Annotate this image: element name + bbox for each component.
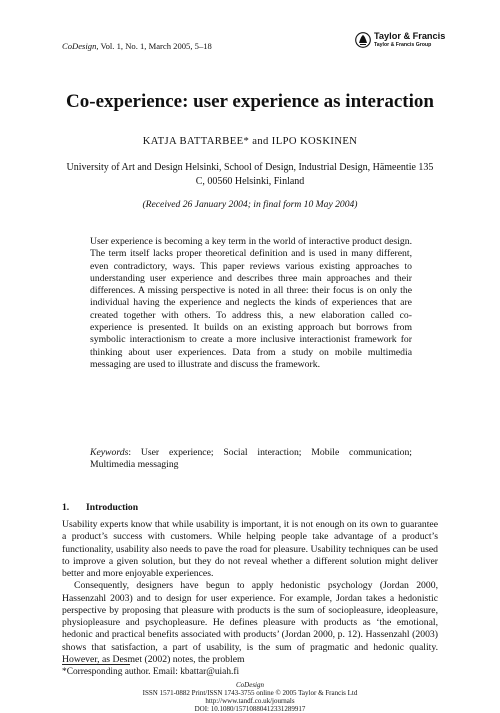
body-paragraph: Usability experts know that while usability is important, it is not enough on its own to guarantee a product’s success with customers. While helping people take advantage of a product’s functionality, usability also needs to pave the road for pleasure. Usability techniques can be used to improve a given solution, but they do not reveal whether a different solution might deliver better and more enjoyable experiences. <box>62 519 438 579</box>
publisher-group: Taylor & Francis Group <box>374 42 432 48</box>
footer-journal: CoDesign <box>236 681 264 689</box>
footnote: *Corresponding author. Email: kbattar@uiah.fi <box>62 667 240 677</box>
body-paragraph: Consequently, designers have begun to apply hedonistic psychology (Jordan 2000, Hassenzahl 2003) and to design for user experience. For example, Jordan takes a hedonistic perspective by proposing that pleasure with products is the sum of sociopleasure, ideopleasure, physiopleasure and psychopleasure. He defines pleasure with products as ‘the emotional, hedonic and practical benefits associated with products’ (Jordan 2000, p. 12). Hassenzahl (2003) shows that satisfaction, a part of usability, is the sum of pragmatic and hedonic quality. However, as Desmet (2002) notes, the problem <box>62 580 438 665</box>
footer-url: http://www.tandf.co.uk/journals <box>205 697 295 706</box>
publisher-logo-icon <box>355 32 371 48</box>
body-text <box>62 519 438 666</box>
footer-doi: DOI: 10.1080/15710880412331289917 <box>194 705 306 713</box>
footer-issn: ISSN 1571-0882 Print/ISSN 1743-3755 online © 2005 Taylor & Francis Ltd <box>142 689 358 698</box>
running-head <box>62 41 212 51</box>
footnote-divider <box>62 664 130 665</box>
journal-citation: , Vol. 1, No. 1, March 2005, 5–18 <box>96 41 212 51</box>
article-authors: KATJA BATTARBEE* and ILPO KOSKINEN <box>142 136 358 147</box>
section-number: 1. <box>62 502 70 513</box>
author-affiliation: University of Art and Design Helsinki, School of Design, Industrial Design, Hämeentie 135 C, 00560 Helsinki, Finland <box>66 162 434 187</box>
received-dates: (Received 26 January 2004; in final form 10 May 2004) <box>142 199 358 210</box>
article-title: Co-experience: user experience as interaction <box>66 91 434 112</box>
section-heading <box>62 502 138 513</box>
publisher-name: Taylor & Francis <box>374 31 446 41</box>
section-title: Introduction <box>86 502 139 513</box>
keywords <box>90 447 412 472</box>
publisher-logo <box>355 30 445 52</box>
keywords-text: : User experience; Social interaction; Mobile communication; Multimedia messaging <box>90 447 412 471</box>
page-footer <box>0 681 500 713</box>
abstract: User experience is becoming a key term in the world of interactive product design. The term itself lacks proper theoretical definition and is used in many different, even contradictory, ways. This paper reviews various existing approaches to understanding user experience and describes three main approaches and their differences. A missing perspective is noted in all three: their focus is on only the individual having the experience and neglects the kinds of experiences that are created together with others. To address this, a new elaboration called co-experience is presented. It builds on an existing approach but borrows from symbolic interactionism to create a more inclusive interactionist framework for thinking about user experiences. Data from a study on mobile multimedia messaging are used to illustrate and discuss the framework. <box>90 236 412 370</box>
journal-name: CoDesign <box>62 41 97 51</box>
keywords-label: Keywords <box>90 447 129 458</box>
